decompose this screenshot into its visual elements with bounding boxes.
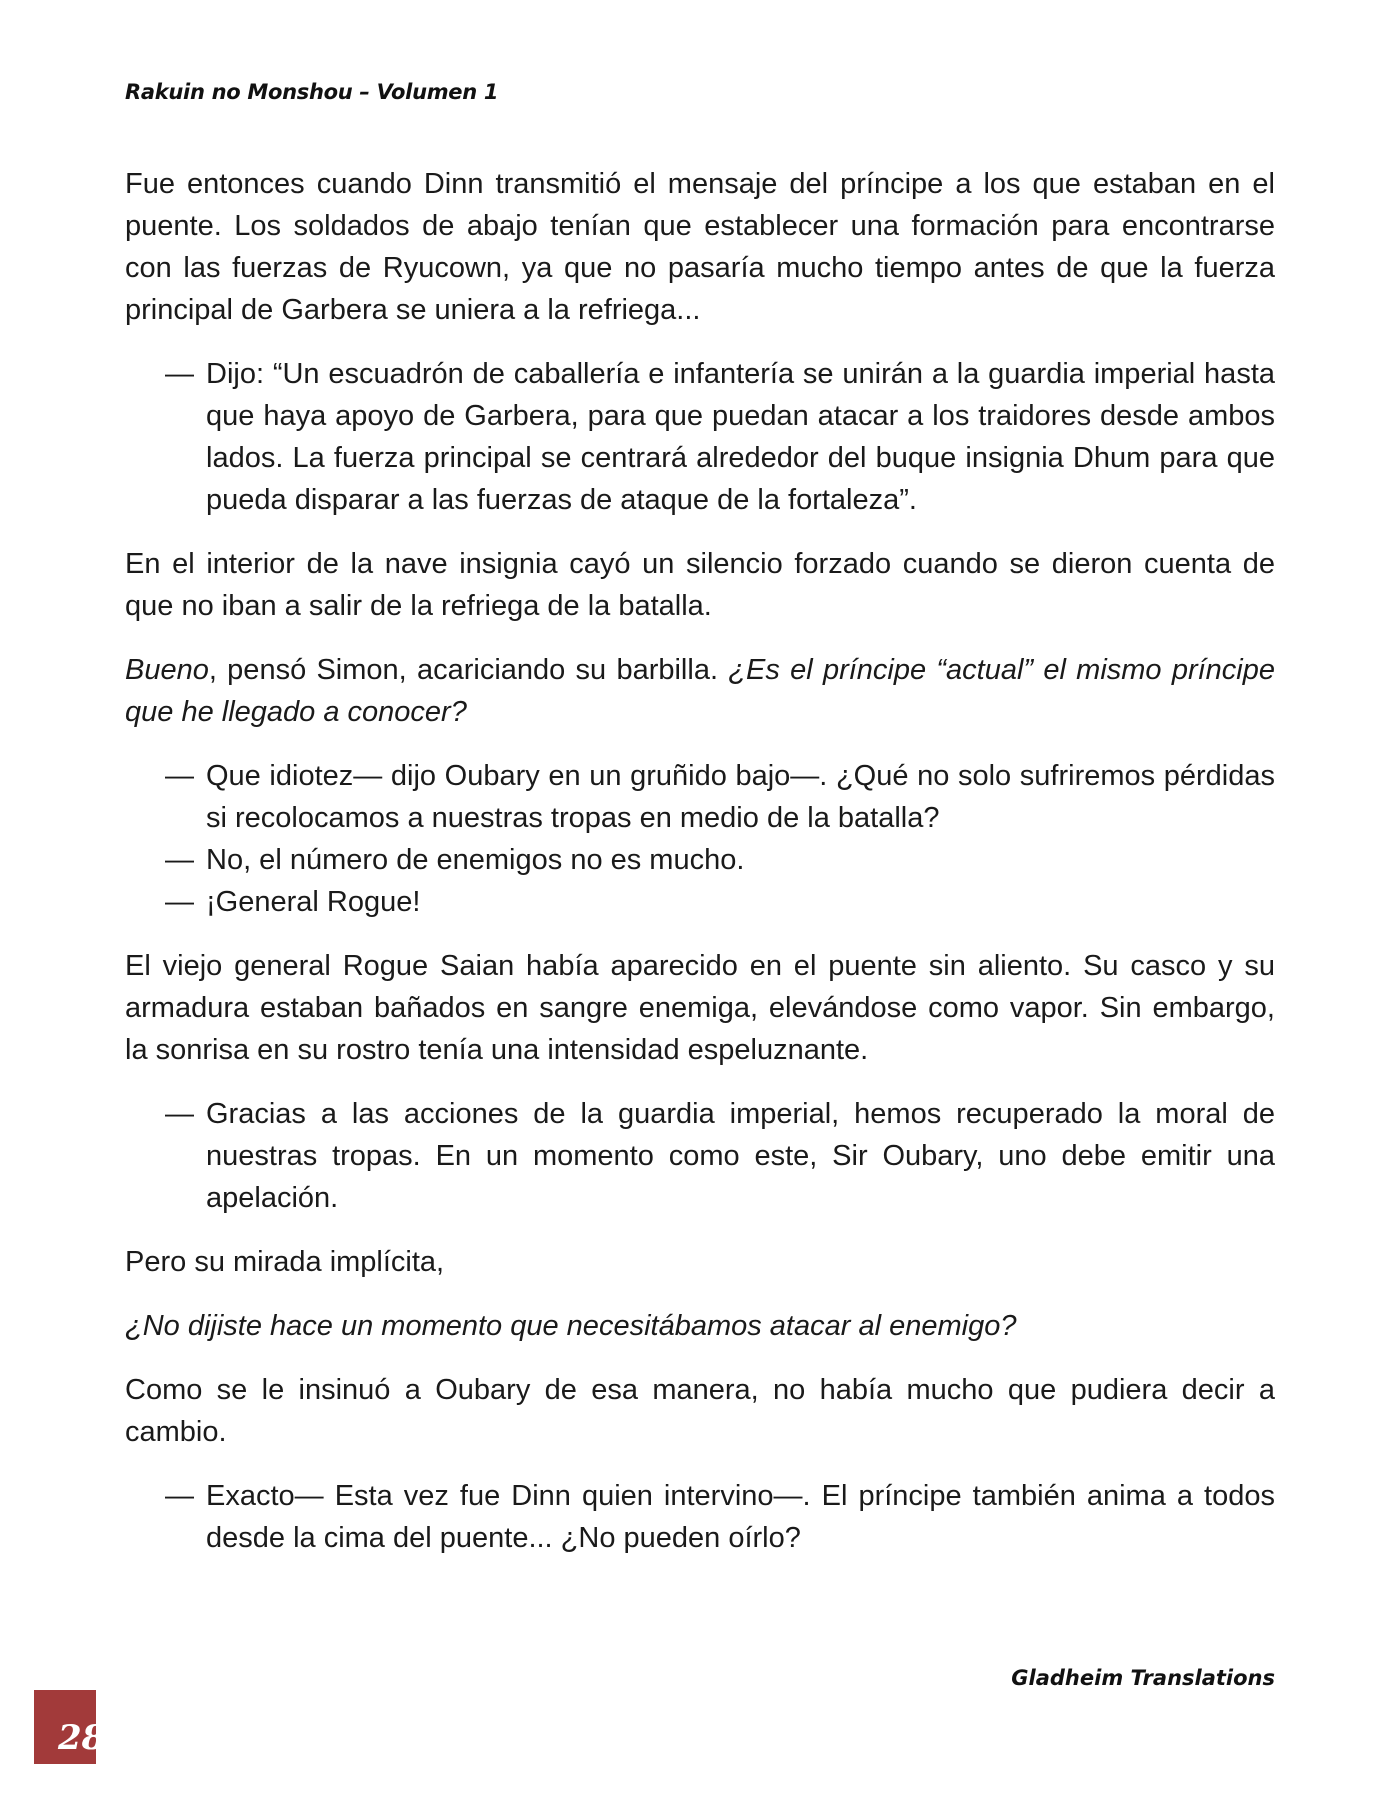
dialogue-block bbox=[125, 1093, 1275, 1219]
running-header: Rakuin no Monshou – Volumen 1 bbox=[125, 80, 499, 104]
em-dash: — bbox=[165, 358, 194, 390]
dialogue-line: — ¡General Rogue! bbox=[165, 886, 421, 918]
dialogue-line: — Dijo: “Un escuadrón de caballería e infantería se unirán a la guardia imperial hasta que haya apoyo de Garbera, para que puedan atacar a los traidores desde ambos lados. La fuerza principal se centrará alrededor del buque insignia Dhum para que pueda disparar a las fuerzas de ataque de la fortaleza”. bbox=[165, 353, 1275, 521]
italic-thought: Bueno bbox=[125, 654, 209, 686]
paragraph: Bueno, pensó Simon, acariciando su barbilla. ¿Es el príncipe “actual” el mismo príncipe que he llegado a conocer? bbox=[125, 654, 1275, 728]
dialogue-line: — Que idiotez— dijo Oubary en un gruñido bajo—. ¿Qué no solo sufriremos pérdidas si recolocamos a nuestras tropas en medio de la batalla? bbox=[165, 760, 1275, 834]
dialogue-block bbox=[125, 353, 1275, 521]
dialogue-line: — No, el número de enemigos no es mucho. bbox=[165, 844, 745, 876]
paragraph bbox=[125, 1305, 1275, 1347]
page-number: 28 bbox=[58, 1718, 106, 1758]
dialogue-line: — Gracias a las acciones de la guardia imperial, hemos recuperado la moral de nuestras tropas. En un momento como este, Sir Oubary, uno debe emitir una apelación. bbox=[165, 1098, 1275, 1214]
italic-thought: ¿Es el príncipe “actual” el mismo príncipe que he llegado a conocer? bbox=[125, 654, 1275, 728]
dialogue-block bbox=[125, 755, 1275, 923]
dialogue-line: — Exacto— Esta vez fue Dinn quien intervino—. El príncipe también anima a todos desde la cima del puente... ¿No pueden oírlo? bbox=[165, 1480, 1275, 1554]
paragraph: Fue entonces cuando Dinn transmitió el mensaje del príncipe a los que estaban en el puente. Los soldados de abajo tenían que establecer una formación para encontrarse con las fuerzas de Ryucown, ya que no pasaría mucho tiempo antes de que la fuerza principal de Garbera se uniera a la refriega... bbox=[125, 168, 1275, 326]
paragraph: Pero su mirada implícita, bbox=[125, 1246, 445, 1278]
page-body bbox=[125, 163, 1275, 1581]
dialogue-block bbox=[125, 1475, 1275, 1559]
paragraph: Como se le insinuó a Oubary de esa manera, no había mucho que pudiera decir a cambio. bbox=[125, 1374, 1275, 1448]
italic-thought: ¿No dijiste hace un momento que necesitábamos atacar al enemigo? bbox=[125, 1310, 1017, 1342]
translator-credit: Gladheim Translations bbox=[1011, 1666, 1275, 1690]
paragraph: En el interior de la nave insignia cayó un silencio forzado cuando se dieron cuenta de que no iban a salir de la refriega de la batalla. bbox=[125, 548, 1275, 622]
paragraph: El viejo general Rogue Saian había aparecido en el puente sin aliento. Su casco y su armadura estaban bañados en sangre enemiga, elevándose como vapor. Sin embargo, la sonrisa en su rostro tenía una intensidad espeluznante. bbox=[125, 950, 1275, 1066]
